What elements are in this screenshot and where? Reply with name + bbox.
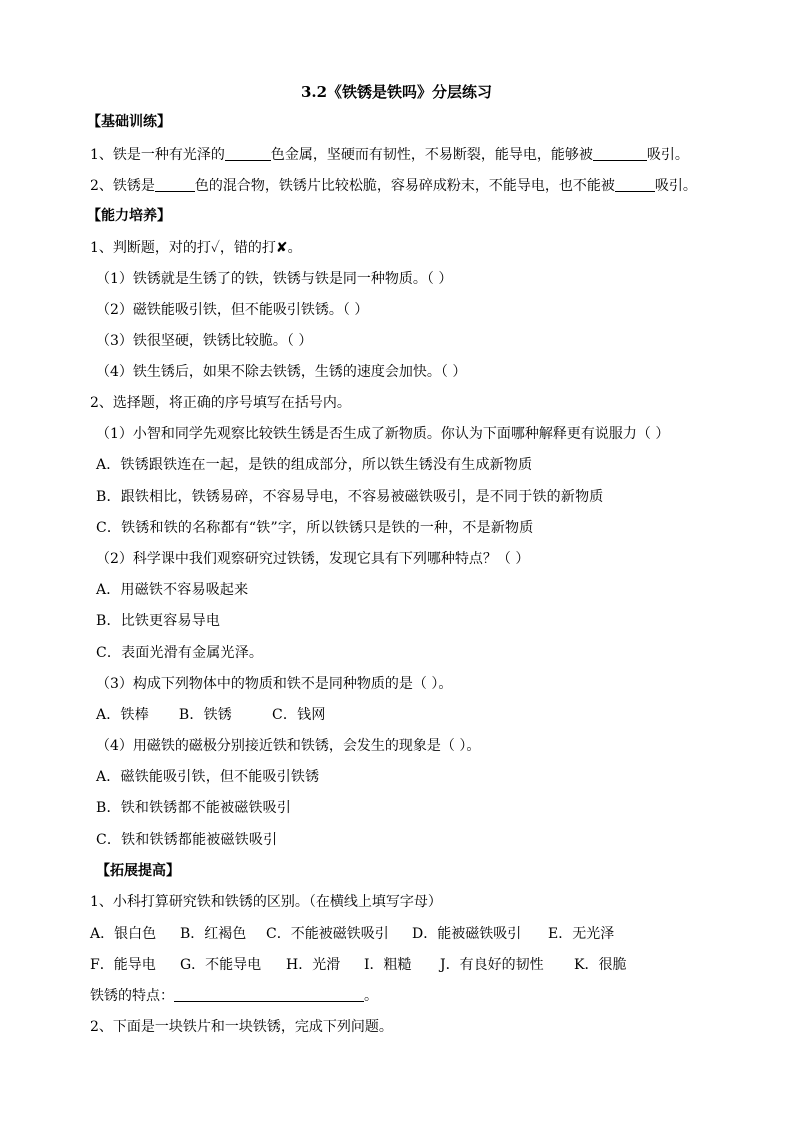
basic-question-2 [90, 176, 697, 196]
answer-blank[interactable] [155, 177, 195, 192]
answer-blank[interactable] [225, 146, 271, 161]
rust-feature-blank[interactable] [174, 987, 364, 1002]
extend-options-row-2 [90, 955, 626, 975]
choice-q2-option-b: B．比铁更容易导电 [96, 613, 221, 629]
judge-item-1: （1）铁锈就是生锈了的铁，铁锈与铁是同一种物质。（ ） [96, 271, 453, 287]
extend-option-c: C．不能被磁铁吸引 [266, 926, 389, 942]
choice-heading: 2、选择题，将正确的序号填写在括号内。 [90, 395, 351, 411]
rust-feature-end: 。 [364, 988, 378, 1004]
page-title: 3.2《铁锈是铁吗》分层练习 [300, 83, 493, 101]
extend-option-a: A．银白色 [90, 926, 157, 942]
choice-question-2: （2）科学课中我们观察研究过铁锈，发现它具有下列哪种特点？（ ） [96, 551, 530, 567]
extend-option-f: F．能导电 [90, 957, 156, 973]
section-basic-heading: 【基础训练】 [87, 114, 171, 130]
rust-feature-label: 铁锈的特点： [90, 988, 174, 1004]
judge-heading: 1、判断题，对的打✓，错的打✘。 [90, 240, 302, 256]
basic-q1-text-a: 1、铁是一种有光泽的 [90, 147, 225, 163]
choice-question-4: （4）用磁铁的磁极分别接近铁和铁锈，会发生的现象是（ ）。 [96, 738, 481, 754]
extend-option-b: B．红褐色 [180, 926, 247, 942]
basic-q2-text-c: 吸引。 [654, 178, 697, 194]
choice-q3-option-b: B．铁锈 [178, 707, 233, 723]
section-ability-heading: 【能力培养】 [87, 208, 171, 224]
answer-blank[interactable] [593, 146, 647, 161]
choice-q3-option-a: A．铁棒 [96, 707, 149, 723]
choice-question-1: （1）小智和同学先观察比较铁生锈是否生成了新物质。你认为下面哪种解释更有说服力（ ） [96, 426, 670, 442]
extend-option-g: G．不能导电 [180, 957, 262, 973]
choice-question-3: （3）构成下列物体中的物质和铁不是同种物质的是（ ）。 [96, 676, 453, 692]
extend-options-row-1 [90, 924, 614, 944]
answer-blank[interactable] [615, 177, 655, 192]
choice-q2-option-a: A．用磁铁不容易吸起来 [96, 582, 249, 598]
extend-option-i: I．粗糙 [364, 957, 412, 973]
extend-option-h: H．光滑 [286, 957, 341, 973]
choice-q3-options [96, 705, 326, 725]
choice-q3-option-c: C．钱网 [272, 707, 326, 723]
extend-option-k: K．很脆 [574, 957, 627, 973]
extend-option-d: D．能被磁铁吸引 [412, 926, 522, 942]
basic-q2-text-a: 2、铁锈是 [90, 178, 155, 194]
extend-option-j: J．有良好的韧性 [440, 957, 544, 973]
judge-item-3: （3）铁很坚硬，铁锈比较脆。（ ） [96, 333, 313, 349]
choice-q4-option-c: C．铁和铁锈都能被磁铁吸引 [96, 832, 278, 848]
section-extend-heading: 【拓展提高】 [96, 863, 180, 879]
extend-question-1: 1、小科打算研究铁和铁锈的区别。（在横线上填写字母） [90, 894, 442, 910]
extend-option-e: E．无光泽 [548, 926, 615, 942]
rust-feature-line [90, 986, 378, 1006]
choice-q4-option-a: A．磁铁能吸引铁，但不能吸引铁锈 [96, 769, 320, 785]
judge-item-2: （2）磁铁能吸引铁，但不能吸引铁锈。（ ） [96, 302, 369, 318]
choice-q1-option-b: B．跟铁相比，铁锈易碎，不容易导电，不容易被磁铁吸引，是不同于铁的新物质 [96, 489, 604, 505]
extend-question-2: 2、下面是一块铁片和一块铁锈，完成下列问题。 [90, 1019, 393, 1035]
choice-q1-option-c: C．铁锈和铁的名称都有“铁”字，所以铁锈只是铁的一种，不是新物质 [96, 520, 534, 536]
choice-q2-option-c: C．表面光滑有金属光泽。 [96, 645, 264, 661]
basic-question-1 [90, 145, 689, 165]
choice-q1-option-a: A．铁锈跟铁连在一起，是铁的组成部分，所以铁生锈没有生成新物质 [96, 457, 533, 473]
basic-q2-text-b: 色的混合物，铁锈片比较松脆，容易碎成粉末，不能导电，也不能被 [194, 178, 615, 194]
basic-q1-text-b: 色金属，坚硬而有韧性，不易断裂，能导电，能够被 [270, 147, 593, 163]
basic-q1-text-c: 吸引。 [646, 147, 689, 163]
choice-q4-option-b: B．铁和铁锈都不能被磁铁吸引 [96, 800, 292, 816]
judge-item-4: （4）铁生锈后，如果不除去铁锈，生锈的速度会加快。（ ） [96, 364, 467, 380]
